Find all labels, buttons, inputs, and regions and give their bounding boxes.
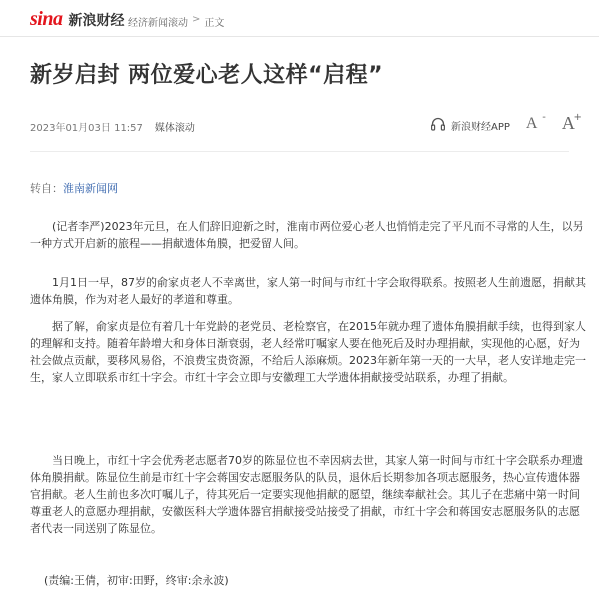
headphones-icon — [430, 116, 446, 135]
media-source[interactable]: 媒体滚动 — [154, 123, 195, 134]
header-divider — [0, 36, 599, 37]
article-paragraph: 当日晚上，市红十字会优秀老志愿者70岁的陈显位也不幸因病去世，其家人第一时间与市红十字会联系办理遗体角膜捐献。陈显位生前是市红十字会蒋国安志愿服务队的队员，退休后长期参加各项志愿服务，热心宣传遗体器官捐献。老人生前也多次叮嘱儿子，待其死后一定要实现他捐献的愿望，继续奉献社会。其儿子在悲痛中第一时间尊重老人的意愿办理捐献，安徽医科大学遗体器官捐献接受站接受了捐献，市红十字会和蒋国安志愿服务队的志愿者代表一同送别了陈显位。 — [30, 454, 583, 535]
reprint-prefix: 转自： — [30, 182, 63, 195]
font-decrease-button[interactable] — [524, 114, 546, 136]
article-meta — [30, 119, 195, 134]
minus-sign: - — [542, 112, 546, 123]
reprint-source-link[interactable]: 淮南新闻网 — [63, 182, 118, 195]
article-title: 新岁启封 两位爱心老人这样“启程” — [30, 63, 384, 88]
breadcrumb — [128, 14, 224, 29]
site-header — [0, 0, 599, 40]
logo-text: 新浪财经 — [68, 12, 125, 29]
sina-finance-logo[interactable] — [30, 8, 124, 31]
publish-datetime: 2023年01月03日 11:57 — [30, 123, 143, 134]
article-paragraph: 1月1日一早，87岁的俞家贞老人不幸离世，家人第一时间与市红十字会取得联系。按照老人生前遗愿，捐献其遗体角膜，作为对老人最好的孝道和尊重。 — [30, 276, 586, 306]
app-link-label: 新浪财经APP — [451, 121, 510, 133]
font-increase-icon: A — [561, 113, 575, 133]
breadcrumb-item-news[interactable]: 经济新闻滚动 — [128, 18, 188, 29]
meta-divider — [30, 151, 569, 152]
breadcrumb-item-current: 正文 — [204, 18, 225, 29]
article-paragraph: (记者李严)2023年元旦，在人们辞旧迎新之时，淮南市两位爱心老人也悄悄走完了平凡而不寻常的人生，以另一种方式开启新的旅程——捐献遗体角膜，把爱留人间。 — [30, 220, 584, 250]
plus-sign: + — [573, 112, 582, 123]
editor-credits: (责编:王倩，初审:田野，终审:余永波) — [44, 574, 229, 587]
reprint-source — [30, 180, 118, 196]
logo-sina: sina — [30, 8, 63, 30]
font-decrease-icon: A — [525, 115, 538, 132]
article-tools — [430, 114, 582, 136]
article-paragraph: 据了解，俞家贞是位有着几十年党龄的老党员、老检察官，在2015年就办理了遗体角膜捐献手续，也得到家人的理解和支持。随着年龄增大和身体日渐衰弱，老人经常叮嘱家人要在他死后及时办理捐献，实现他的心愿，好为社会做点贡献，要移风易俗，不浪费宝贵资源，不给后人添麻烦。2023年新年第一天的一大早，老人安详地走完一生，家人立即联系市红十字会。市红十字会立即与安徽理工大学遗体捐献接受站联系，办理了捐献。 — [30, 320, 586, 384]
app-download-link[interactable] — [430, 116, 510, 135]
font-increase-button[interactable] — [560, 114, 582, 136]
breadcrumb-separator: > — [192, 14, 201, 25]
